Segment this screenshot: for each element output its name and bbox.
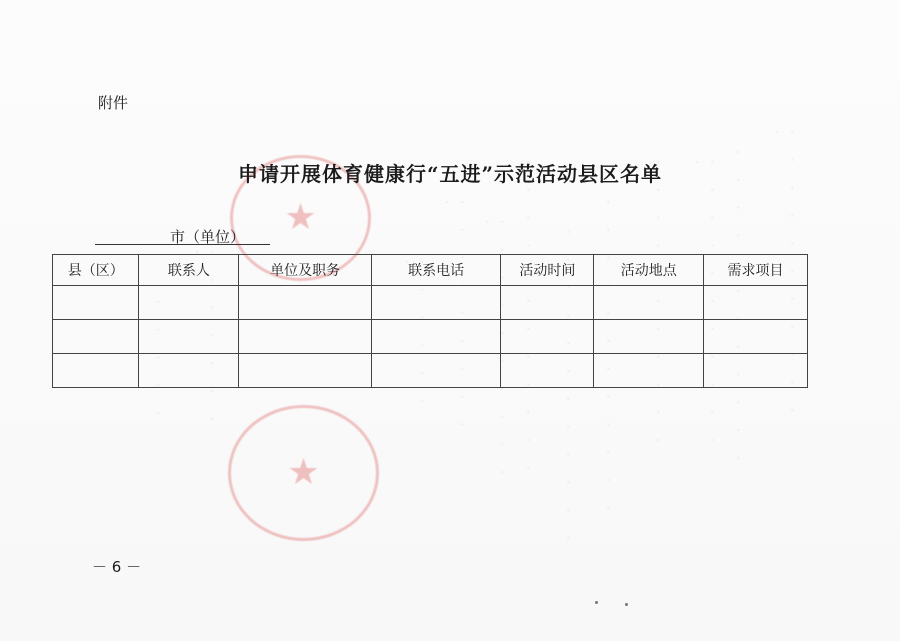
table-cell (704, 320, 808, 354)
header-county: 县（区） (53, 255, 139, 286)
table-cell (53, 354, 139, 388)
header-phone: 联系电话 (371, 255, 501, 286)
table-cell (594, 286, 704, 320)
table-row (53, 286, 808, 320)
table-cell (239, 286, 371, 320)
bleed-through-text: · · · · · · · · · · · · (561, 230, 575, 546)
table-cell (501, 320, 594, 354)
table-row (53, 354, 808, 388)
star-icon: ★ (287, 452, 320, 493)
star-icon: ★ (284, 197, 317, 238)
bleed-through-text: · · · · · · · · · · · · (770, 130, 799, 436)
county-list-table (52, 254, 808, 388)
table-cell (53, 320, 139, 354)
bleed-through-text: · · · · · · · · · · · (651, 160, 665, 448)
bleed-through-text: · · · · · · · · (190, 250, 219, 445)
bleed-through-text: · · · · · · · (400, 260, 429, 427)
table-cell (371, 286, 501, 320)
page-number: － 6 － (92, 558, 142, 576)
document-title: 申请开展体育健康行“五进”示范活动县区名单 (237, 162, 662, 186)
bleed-through-text: · · · · · (151, 300, 165, 422)
table-cell (371, 320, 501, 354)
header-activity-time: 活动时间 (501, 255, 594, 286)
table-cell (501, 354, 594, 388)
bleed-through-text: · · · · · · · · · · · · (690, 160, 719, 466)
table-cell (53, 286, 139, 320)
header-unit-position: 单位及职务 (239, 255, 371, 286)
header-requirements: 需求项目 (704, 255, 808, 286)
bleed-through-text: · · · · · · · · · · · (480, 220, 509, 499)
table-cell (704, 354, 808, 388)
table-cell (239, 320, 371, 354)
scan-speck (595, 601, 598, 604)
bleed-through-text: · · · · · · · · · · (440, 200, 469, 451)
table-cell (139, 354, 239, 388)
bleed-through-seal (228, 405, 379, 541)
bleed-through-text: · · · · · · · · · · · · (601, 200, 615, 516)
table-cell (594, 354, 704, 388)
table-cell (371, 354, 501, 388)
table-row (53, 320, 808, 354)
header-activity-location: 活动地点 (594, 255, 704, 286)
attachment-label: 附件 (98, 94, 129, 112)
city-fill-line (95, 226, 270, 245)
table-header-row (53, 255, 808, 286)
table-cell (594, 320, 704, 354)
bleed-through-text: · · · · · · · · · · · · (731, 150, 745, 466)
table-cell (501, 286, 594, 320)
scan-speck (625, 603, 628, 606)
city-label: 市（单位） (170, 228, 246, 246)
header-contact: 联系人 (139, 255, 239, 286)
table-cell (239, 354, 371, 388)
table-cell (139, 286, 239, 320)
table-cell (704, 286, 808, 320)
table-cell (139, 320, 239, 354)
bleed-through-text: · · · · · · · · · · · · (521, 160, 535, 476)
